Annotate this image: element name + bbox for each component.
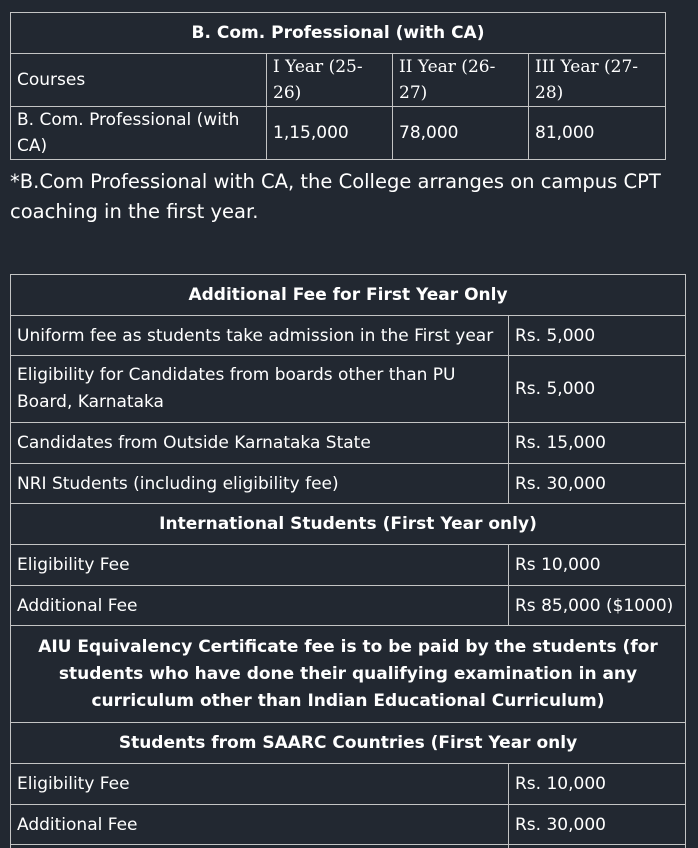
fee-value: Rs. 30,000	[509, 464, 686, 504]
program-table-title: B. Com. Professional (with CA)	[11, 13, 666, 54]
table-header-row	[11, 54, 666, 107]
fee-value: Rs 85,000 ($1000)	[509, 586, 686, 626]
fee-label: Additional Fee	[11, 586, 509, 626]
table-row	[11, 316, 686, 356]
table-row	[11, 545, 686, 586]
table-row	[11, 805, 686, 845]
fee-label: Eligibility Fee	[11, 545, 509, 586]
fee-value: Rs 10,000	[509, 545, 686, 586]
fee-value: Rs. 5,000	[509, 356, 686, 423]
table-cell	[509, 845, 686, 848]
table-row	[11, 423, 686, 464]
fee-value: Rs. 5,000	[509, 316, 686, 356]
header-year-2: II Year (26-27)	[393, 54, 529, 107]
additional-fee-title: Additional Fee for First Year Only	[11, 275, 686, 316]
fee-value: Rs. 30,000	[509, 805, 686, 845]
fee-label: Uniform fee as students take admission in the First year	[11, 316, 509, 356]
international-title: International Students (First Year only)	[11, 504, 686, 545]
header-year-3: III Year (27-28)	[529, 54, 666, 107]
table-row	[11, 107, 666, 160]
fee-year-2: 78,000	[393, 107, 529, 160]
fee-label: Eligibility Fee	[11, 764, 509, 805]
saarc-title: Students from SAARC Countries (First Year only	[11, 723, 686, 764]
table-cell	[11, 845, 509, 848]
fee-label: Eligibility for Candidates from boards other than PU Board, Karnataka	[11, 356, 509, 423]
course-name: B. Com. Professional (with CA)	[11, 107, 267, 160]
table-row	[11, 845, 686, 848]
table-row	[11, 356, 686, 423]
table-row	[11, 464, 686, 504]
table-row	[11, 586, 686, 626]
fee-year-1: 1,15,000	[267, 107, 393, 160]
fee-year-3: 81,000	[529, 107, 666, 160]
fee-label: Additional Fee	[11, 805, 509, 845]
table-row	[11, 764, 686, 805]
aiu-equivalency-note: AIU Equivalency Certificate fee is to be paid by the students (for students who have done their qualifying examination in any curriculum other than Indian Educational Curriculum)	[11, 626, 686, 723]
cpt-coaching-note: *B.Com Professional with CA, the College arranges on campus CPT coaching in the first year.	[10, 170, 661, 223]
fee-value: Rs. 15,000	[509, 423, 686, 464]
program-fee-table	[10, 12, 666, 160]
additional-fee-table	[10, 274, 686, 848]
fee-label: Candidates from Outside Karnataka State	[11, 423, 509, 464]
fee-value: Rs. 10,000	[509, 764, 686, 805]
fee-label: NRI Students (including eligibility fee)	[11, 464, 509, 504]
header-courses: Courses	[11, 54, 267, 107]
header-year-1: I Year (25-26)	[267, 54, 393, 107]
